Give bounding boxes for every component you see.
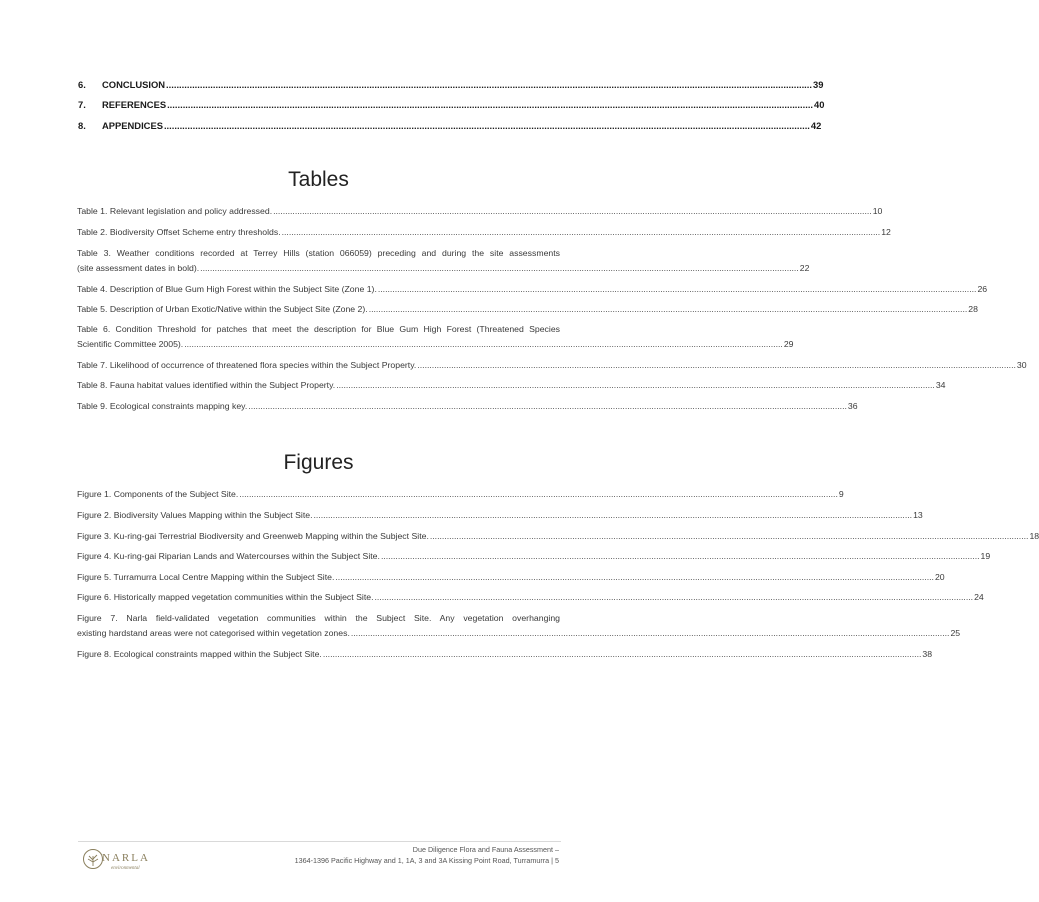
dot-leader: ........................................................................................................................................................................................................................................................ bbox=[200, 263, 799, 273]
dot-leader: ........................................................................................................................................................................................................................................................ bbox=[368, 304, 968, 314]
toc-entry-conclusion[interactable] bbox=[78, 76, 824, 90]
toc-page: 39 bbox=[813, 79, 824, 90]
figure-entry-6[interactable] bbox=[77, 590, 984, 605]
entry-page: 25 bbox=[950, 628, 961, 638]
entry-page: 22 bbox=[799, 263, 810, 273]
table-entry-2[interactable] bbox=[77, 225, 891, 240]
toc-label: CONCLUSION bbox=[102, 79, 166, 90]
entry-page: 20 bbox=[934, 572, 945, 582]
entry-label: Figure 6. Historically mapped vegetation communities within the Subject Site. bbox=[77, 592, 374, 602]
entry-line-1: Figure 7. Narla field-validated vegetation communities within the Subject Site. Any vegetation overhanging bbox=[77, 613, 560, 623]
dot-leader: ........................................................................................................................................................................................................................................................ bbox=[322, 649, 922, 659]
entry-page: 9 bbox=[838, 489, 844, 499]
logo-subtext: environmental bbox=[111, 866, 140, 871]
toc-entry-appendices[interactable] bbox=[78, 117, 822, 131]
entry-label: Figure 5. Turramurra Local Centre Mapping within the Subject Site. bbox=[77, 572, 335, 582]
toc-number: 8. bbox=[78, 120, 86, 131]
dot-leader: ........................................................................................................................................................................................................................................................ bbox=[374, 592, 974, 602]
figure-entry-7[interactable] bbox=[77, 611, 961, 641]
toc-page: 42 bbox=[810, 120, 822, 131]
dot-leader: ........................................................................................................................................................................................................................................................ bbox=[429, 531, 1029, 541]
footer-line-1: Due Diligence Flora and Fauna Assessment – bbox=[412, 845, 559, 854]
dot-leader: ........................................................................................................................................................................................................................................................ bbox=[167, 99, 814, 110]
entry-page: 10 bbox=[872, 206, 883, 216]
dot-leader: ........................................................................................................................................................................................................................................................ bbox=[248, 401, 847, 411]
dot-leader: ........................................................................................................................................................................................................................................................ bbox=[417, 360, 1016, 370]
figure-entry-4[interactable] bbox=[77, 549, 991, 564]
footer-line-2: 1364-1396 Pacific Highway and 1, 1A, 3 and 3A Kissing Point Road, Turramurra | 5 bbox=[294, 856, 559, 865]
dot-leader: ........................................................................................................................................................................................................................................................ bbox=[350, 628, 950, 638]
entry-page: 24 bbox=[974, 592, 984, 602]
entry-page: 19 bbox=[980, 551, 991, 561]
entry-label: Figure 3. Ku-ring-gai Terrestrial Biodiversity and Greenweb Mapping within the Subject Site. bbox=[77, 531, 429, 541]
entry-label: Table 7. Likelihood of occurrence of threatened flora species within the Subject Property. bbox=[77, 360, 417, 370]
entry-label: Scientific Committee 2005). bbox=[77, 339, 184, 349]
toc-number: 6. bbox=[78, 79, 86, 90]
dot-leader: ........................................................................................................................................................................................................................................................ bbox=[184, 339, 783, 349]
entry-page: 29 bbox=[783, 339, 794, 349]
table-entry-9[interactable] bbox=[77, 399, 858, 414]
entry-label: Table 5. Description of Urban Exotic/Native within the Subject Site (Zone 2). bbox=[77, 304, 368, 314]
figure-entry-5[interactable] bbox=[77, 570, 945, 585]
table-entry-7[interactable] bbox=[77, 358, 1027, 373]
entry-page: 18 bbox=[1029, 531, 1039, 541]
entry-label: (site assessment dates in bold). bbox=[77, 263, 200, 273]
toc-label: REFERENCES bbox=[102, 99, 167, 110]
logo-wordmark: NARLA bbox=[102, 852, 150, 864]
entry-page: 34 bbox=[935, 380, 946, 390]
table-entry-5[interactable] bbox=[77, 302, 978, 317]
table-entry-3[interactable] bbox=[77, 246, 810, 276]
entry-page: 36 bbox=[847, 401, 858, 411]
dot-leader: ........................................................................................................................................................................................................................................................ bbox=[166, 79, 812, 90]
dot-leader: ........................................................................................................................................................................................................................................................ bbox=[377, 284, 977, 294]
dot-leader: ........................................................................................................................................................................................................................................................ bbox=[239, 489, 838, 499]
entry-page: 38 bbox=[922, 649, 933, 659]
dot-leader: ........................................................................................................................................................................................................................................................ bbox=[273, 206, 872, 216]
entry-label: Figure 4. Ku-ring-gai Riparian Lands and Watercourses within the Subject Site. bbox=[77, 551, 380, 561]
entry-page: 13 bbox=[913, 510, 923, 520]
table-entry-8[interactable] bbox=[77, 378, 946, 393]
table-entry-6[interactable] bbox=[77, 322, 794, 352]
entry-label: Table 9. Ecological constraints mapping key. bbox=[77, 401, 248, 411]
entry-label: Table 1. Relevant legislation and policy addressed. bbox=[77, 206, 273, 216]
entry-page: 30 bbox=[1016, 360, 1027, 370]
dot-leader: ........................................................................................................................................................................................................................................................ bbox=[380, 551, 980, 561]
toc-label: APPENDICES bbox=[102, 120, 163, 131]
footer-divider bbox=[78, 841, 561, 842]
figure-entry-2[interactable] bbox=[77, 508, 923, 523]
entry-line-1: Table 3. Weather conditions recorded at Terrey Hills (station 066059) preceding and during the site assessments bbox=[77, 248, 560, 258]
entry-line-1: Table 6. Condition Threshold for patches that meet the description for Blue Gum High Forest (Threatened Species bbox=[77, 324, 560, 334]
footer-document-title bbox=[295, 844, 559, 866]
dot-leader: ........................................................................................................................................................................................................................................................ bbox=[163, 120, 810, 131]
figure-entry-8[interactable] bbox=[77, 647, 933, 662]
narla-logo-icon bbox=[82, 848, 104, 870]
figures-heading: Figures bbox=[283, 451, 354, 474]
entry-label: Figure 2. Biodiversity Values Mapping within the Subject Site. bbox=[77, 510, 313, 520]
entry-label: Figure 1. Components of the Subject Site. bbox=[77, 489, 239, 499]
entry-page: 28 bbox=[968, 304, 978, 314]
table-entry-4[interactable] bbox=[77, 282, 988, 297]
toc-entry-references[interactable] bbox=[78, 96, 825, 110]
dot-leader: ........................................................................................................................................................................................................................................................ bbox=[281, 227, 881, 237]
toc-number: 7. bbox=[78, 99, 86, 110]
entry-label: Table 8. Fauna habitat values identified within the Subject Property. bbox=[77, 380, 336, 390]
entry-label: Figure 8. Ecological constraints mapped within the Subject Site. bbox=[77, 649, 322, 659]
dot-leader: ........................................................................................................................................................................................................................................................ bbox=[335, 572, 934, 582]
dot-leader: ........................................................................................................................................................................................................................................................ bbox=[336, 380, 935, 390]
table-entry-1[interactable] bbox=[77, 204, 883, 219]
entry-label: Table 2. Biodiversity Offset Scheme entry thresholds. bbox=[77, 227, 281, 237]
figure-entry-3[interactable] bbox=[77, 529, 1039, 544]
tables-heading: Tables bbox=[288, 168, 349, 191]
entry-label: existing hardstand areas were not categorised within vegetation zones. bbox=[77, 628, 350, 638]
entry-page: 26 bbox=[977, 284, 988, 294]
figure-entry-1[interactable] bbox=[77, 487, 844, 502]
entry-label: Table 4. Description of Blue Gum High Forest within the Subject Site (Zone 1). bbox=[77, 284, 377, 294]
entry-page: 12 bbox=[881, 227, 891, 237]
dot-leader: ........................................................................................................................................................................................................................................................ bbox=[313, 510, 913, 520]
toc-page: 40 bbox=[814, 99, 825, 110]
